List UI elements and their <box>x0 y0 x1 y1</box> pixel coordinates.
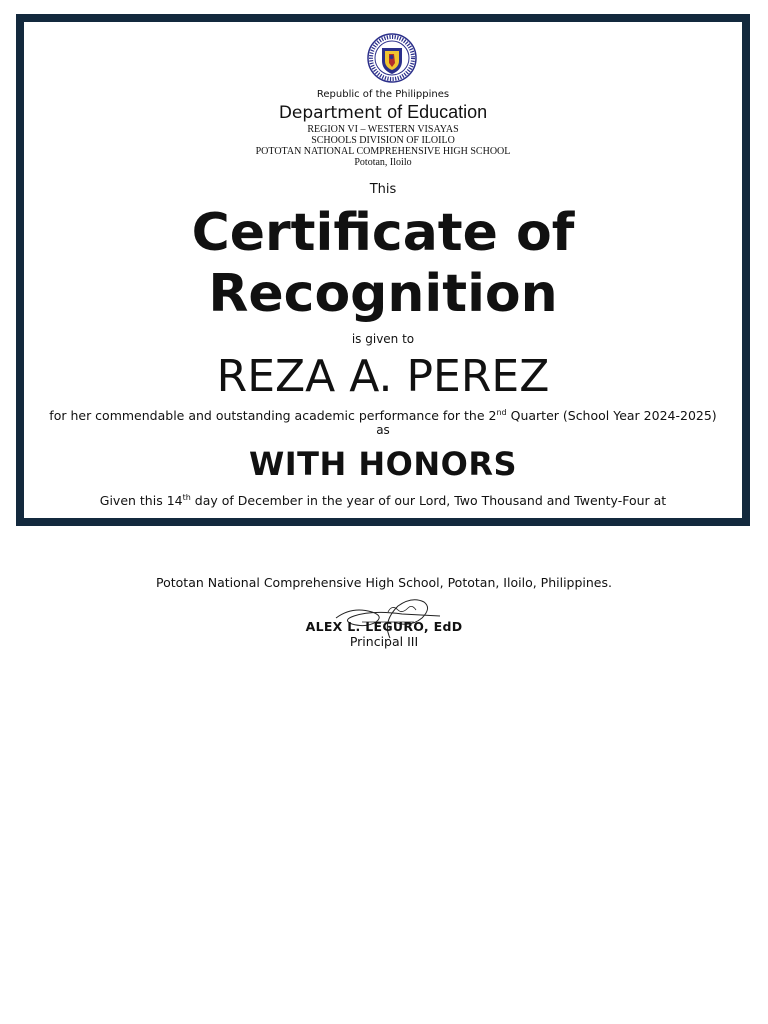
given-to-text: is given to <box>351 332 415 346</box>
school-label: POTOTAN NATIONAL COMPREHENSIVE HIGH SCHOOL <box>255 146 511 157</box>
recipient-name: REZA A. PEREZ <box>216 351 550 402</box>
date-given <box>24 493 742 508</box>
certificate-title-line-2: Recognition <box>208 264 558 324</box>
division-label: SCHOOLS DIVISION OF ILOILO <box>311 135 455 146</box>
deped-seal-icon <box>367 33 417 83</box>
signatory-position: Principal III <box>349 634 419 649</box>
date-superscript: th <box>182 493 191 502</box>
of-education-words: of Education <box>387 102 488 122</box>
award-title: WITH HONORS <box>248 445 518 483</box>
award-reason <box>24 408 742 423</box>
intro-text: This <box>369 182 397 197</box>
date-text-end: day of December in the year of our Lord, Two Thousand and Twenty-Four at <box>190 493 667 509</box>
date-text: Given this 14 <box>99 493 183 509</box>
department-title <box>24 102 742 123</box>
venue-text: Pototan National Comprehensive High School, Pototan, Iloilo, Philippines. <box>156 575 612 590</box>
signatory-name: ALEX L. LEGURO, EdD <box>305 619 463 634</box>
town-label: Pototan, Iloilo <box>354 157 412 168</box>
certificate-frame <box>16 14 750 526</box>
certificate-title-line-1: Certificate of <box>191 203 575 263</box>
republic-label: Republic of the Philippines <box>316 89 450 100</box>
region-label: REGION VI – WESTERN VISAYAS <box>307 124 459 135</box>
as-text: as <box>376 423 390 437</box>
reason-text-end: Quarter (School Year 2024-2025) <box>506 408 717 424</box>
reason-text: for her commendable and outstanding academic performance for the 2 <box>49 408 497 424</box>
reason-superscript: nd <box>496 408 507 417</box>
department-word: Department <box>278 103 388 123</box>
